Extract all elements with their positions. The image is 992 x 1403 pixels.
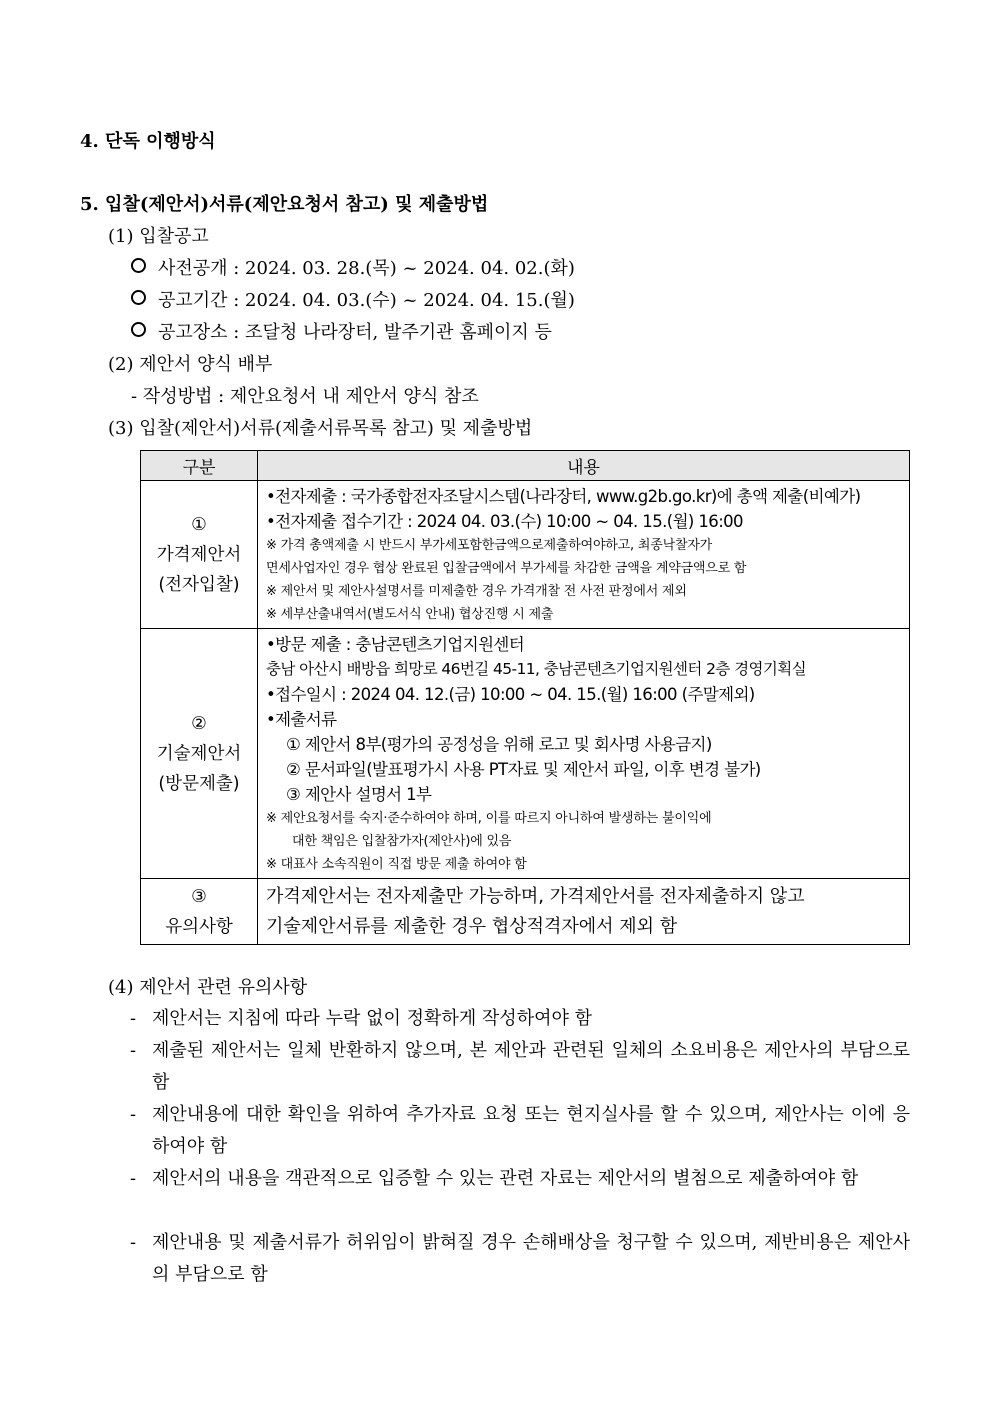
list-item: - 제안서는 지침에 따라 누락 없이 정확하게 작성하여야 함 [130,1008,592,1029]
header-content: 내용 [258,451,910,481]
row-label: ① 가격제안서 (전자입찰) [141,481,258,629]
row-label: ③ 유의사항 [141,879,258,945]
bullet-item: 공고장소 : 조달청 나라장터, 발주기관 홈페이지 등 [131,318,552,344]
circle-bullet-icon [131,258,146,273]
list-item: - 제안내용 및 제출서류가 허위임이 밝혀질 경우 손해배상을 청구할 수 있으며, 제반비용은 제안사의 부담으로 함 [130,1232,910,1285]
section-4-heading: 4. 단독 이행방식 [80,131,216,152]
subsection-1-title: (1) 입찰공고 [108,226,209,247]
circle-bullet-icon [131,322,146,337]
table-row-price-proposal [141,481,910,629]
list-item: - 제안서의 내용을 객관적으로 입증할 수 있는 관련 자료는 제안서의 별첨으로 제출하여야 함 [130,1168,859,1189]
row-content: •전자제출 : 국가종합전자조달시스템(나라장터, www.g2b.go.kr)에 총액 제출(비예가) •전자제출 접수기간 : 2024 04. 03.(수) 10:00 ~ 04. 15.(월) 16:00 ※ 가격 총액제출 시 반드시 부가세포함한금액으로제출하여야하고, 최종낙찰자가 면세사업자인 경우 협상 완료된 입찰금액에서 부가세를 차감한 금액을 계약금액으로 함 ※ 제안서 및 제안사설명서를 미제출한 경우 가격개찰 전 사전 판정에서 제외 ※ 세부산출내역서(별도서식 안내) 협상진행 시 제출 [258,481,910,629]
table-row-technical-proposal [141,629,910,879]
row-content: •방문 제출 : 충남콘텐츠기업지원센터 충남 아산시 배방읍 희망로 46번길 45-11, 충남콘텐츠기업지원센터 2층 경영기획실 •접수일시 : 2024 04. 12.(금) 10:00 ~ 04. 15.(월) 16:00 (주말제외) •제출서류 ① 제안서 8부(평가의 공정성을 위해 로고 및 회사명 사용금지) ② 문서파일(발표평가시 사용 PT자료 및 제안서 파일, 이후 변경 불가) ③ 제안사 설명서 1부 ※ 제안요청서를 숙지·준수하여야 하며, 이를 따르지 아니하여 발생하는 불이익에 대한 책임은 입찰참가자(제안사)에 있음 ※ 대표사 소속직원이 직접 방문 제출 하여야 함 [258,629,910,879]
subsection-4-title: (4) 제안서 관련 유의사항 [108,977,308,998]
header-category: 구분 [141,451,258,481]
row-content: 가격제안서는 전자제출만 가능하며, 가격제안서를 전자제출하지 않고 기술제안서류를 제출한 경우 협상적격자에서 제외 함 [258,879,910,945]
subsection-2-title: (2) 제안서 양식 배부 [108,354,273,375]
list-item: - 제출된 제안서는 일체 반환하지 않으며, 본 제안과 관련된 일체의 소요비용은 제안사의 부담으로 함 [130,1040,910,1093]
table-row-notes [141,879,910,945]
table-header-row [141,451,910,481]
subsection-3-title: (3) 입찰(제안서)서류(제출서류목록 참고) 및 제출방법 [108,418,533,439]
dash-item: - 작성방법 : 제안요청서 내 제안서 양식 참조 [131,386,479,407]
row-label: ② 기술제안서 (방문제출) [141,629,258,879]
list-item: - 제안내용에 대한 확인을 위하여 추가자료 요청 또는 현지실사를 할 수 있으며, 제안사는 이에 응하여야 함 [130,1104,910,1157]
bullet-item: 공고기간 : 2024. 04. 03.(수) ~ 2024. 04. 15.(월) [131,286,575,312]
bullet-item: 사전공개 : 2024. 03. 28.(목) ~ 2024. 04. 02.(화) [131,254,575,280]
section-5-heading: 5. 입찰(제안서)서류(제안요청서 참고) 및 제출방법 [80,194,489,215]
circle-bullet-icon [131,290,146,305]
submission-table [140,450,910,945]
